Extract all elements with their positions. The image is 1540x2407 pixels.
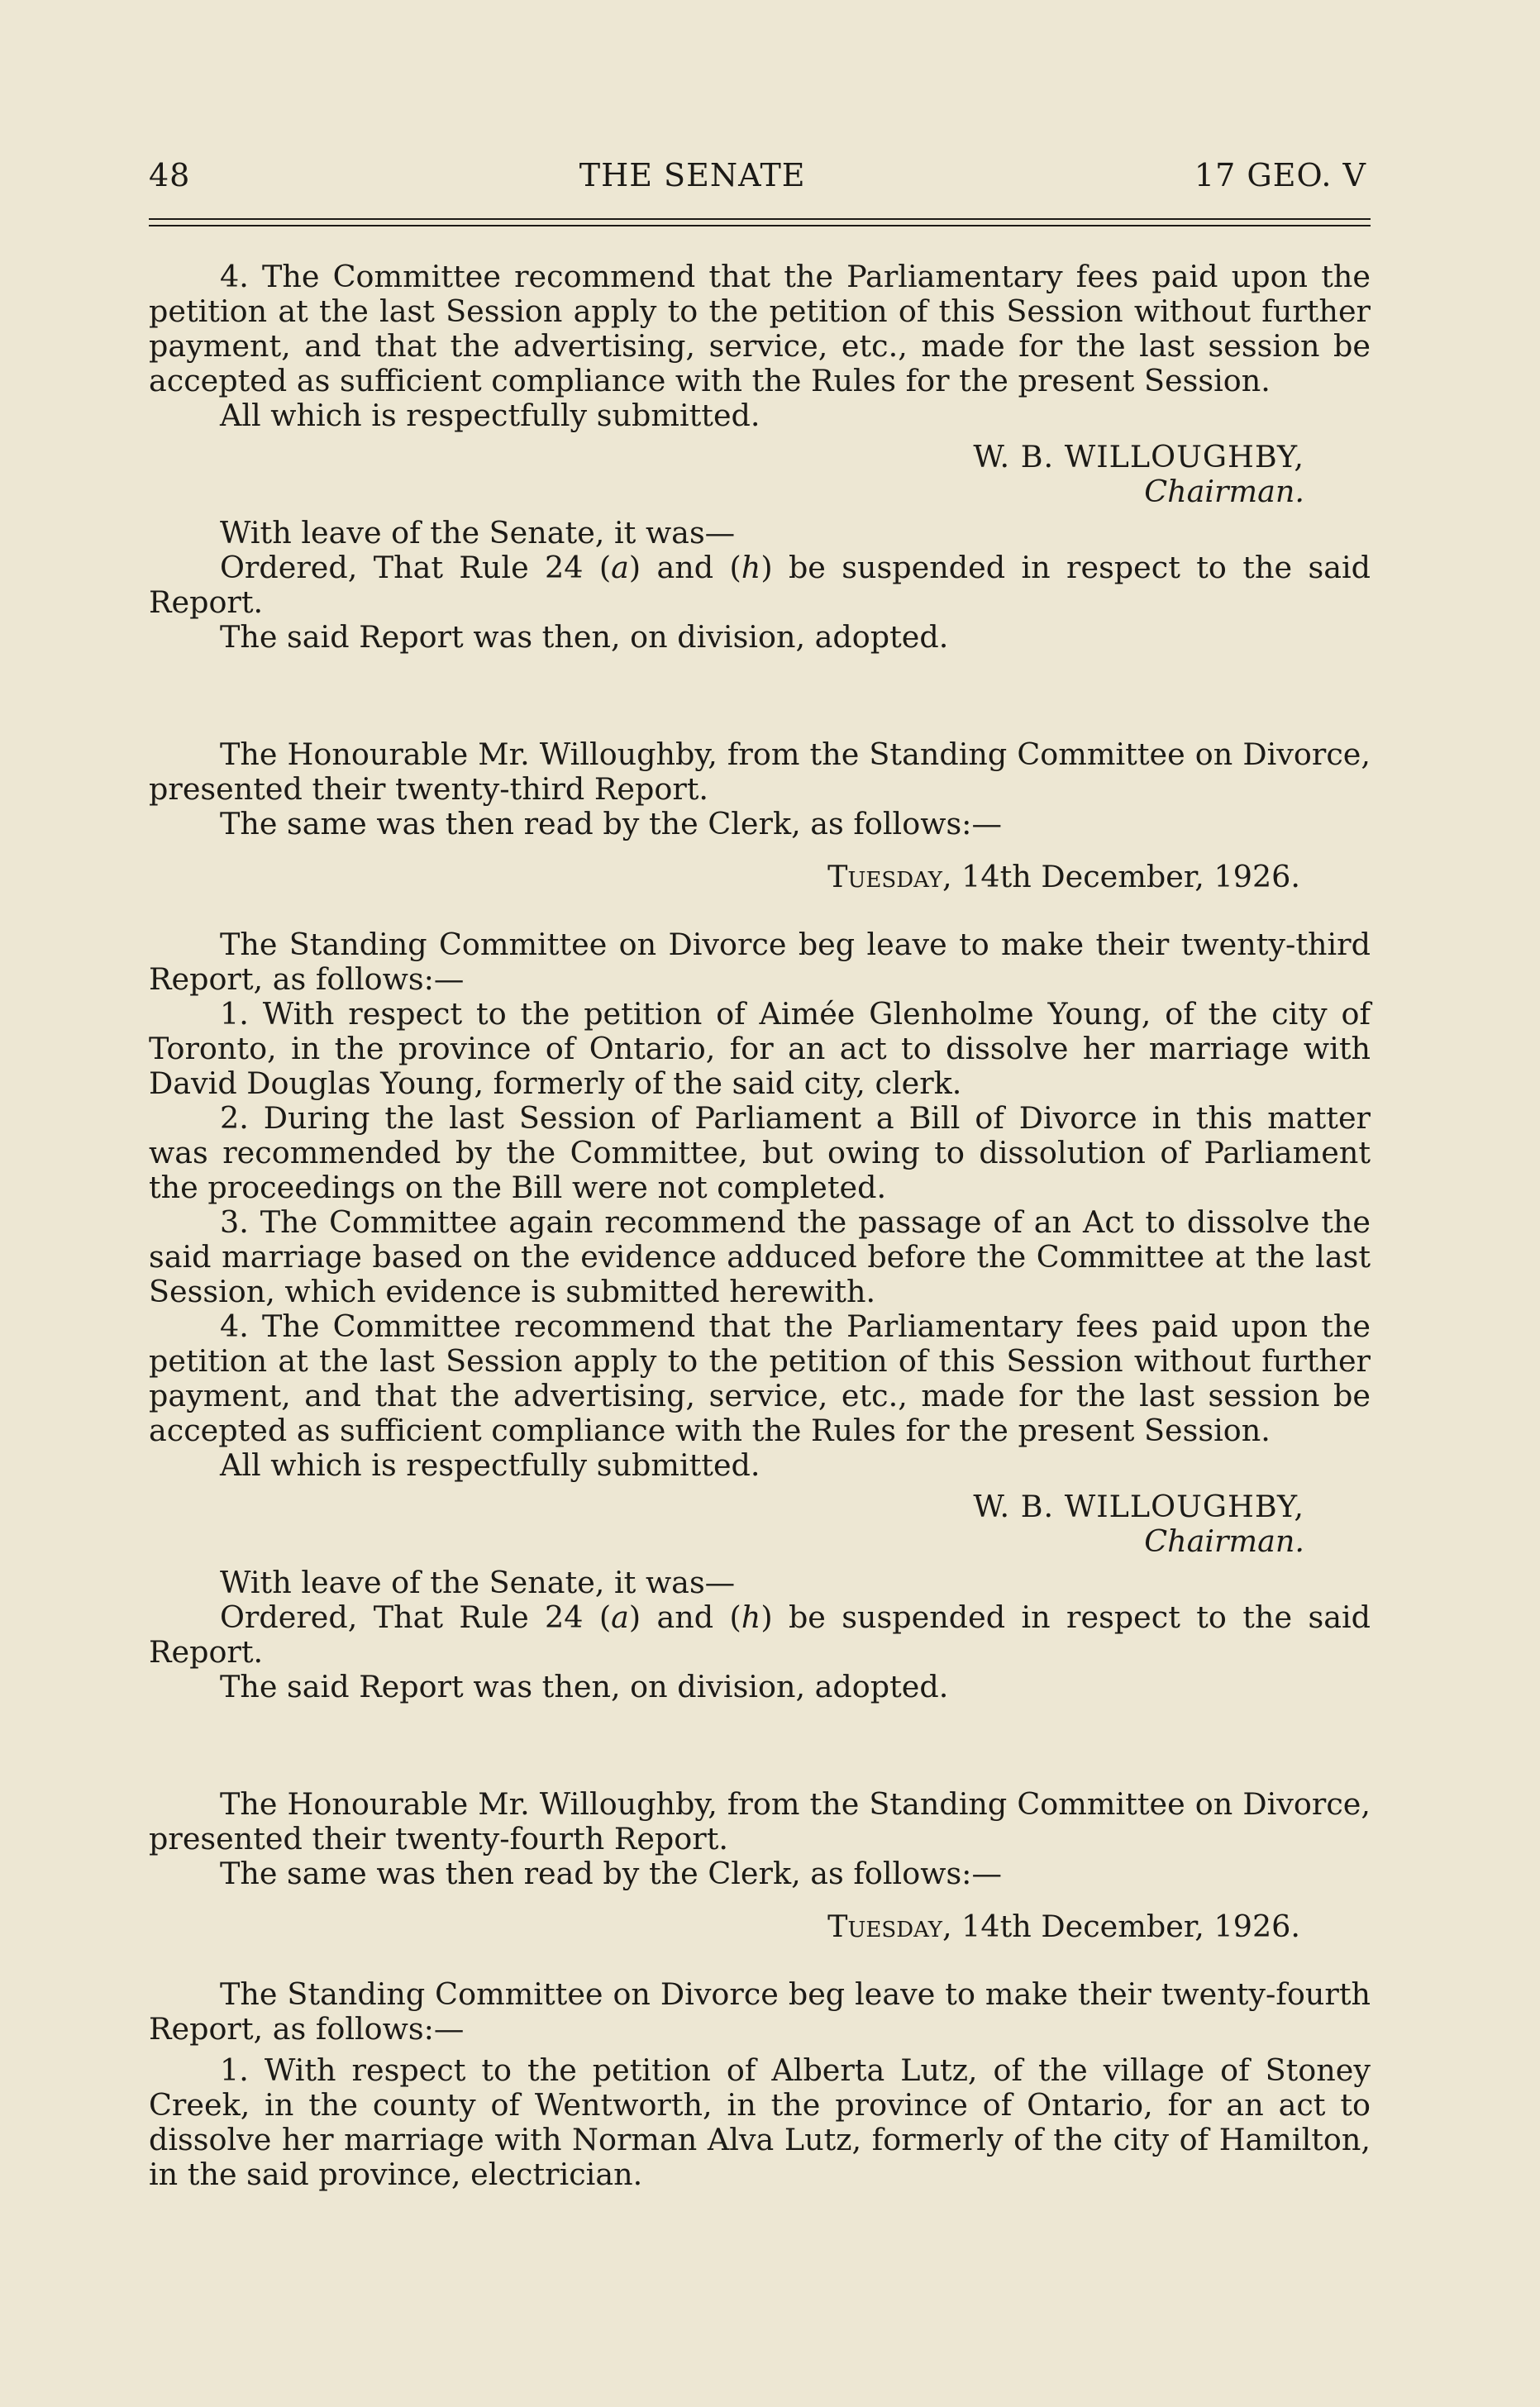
report-date: Tuesday, 14th December, 1926. [827,1909,1300,1944]
paragraph-4-top: 4. The Committee recommend that the Parliamentary fees paid upon the petition at the last Session apply to the petition of this Session without further payment, and that the advertising, service, etc., made for the last session be accepted as sufficient compliance with the Rules for the present Session. [149,259,1371,398]
submitted-line-top: All which is respectfully submitted. [220,398,760,433]
report-item-3: 3. The Committee again recommend the passage of an Act to dissolve the said marriage based on the evidence adduced before the Committee at the last Session, which evidence is submitted herewith. [149,1204,1371,1309]
report-intro: The Honourable Mr. Willoughby, from the Standing Committee on Divorce, presented their twenty-fourth Report. [149,1786,1371,1856]
chairman-title: Chairman. [1144,1523,1304,1559]
running-header [149,157,1371,193]
report-intro: The Honourable Mr. Willoughby, from the Standing Committee on Divorce, presented their twenty-third Report. [149,736,1371,807]
header-double-rule [149,218,1371,226]
ordered-line: Ordered, That Rule 24 (a) and (h) be suspended in respect to the said Report. [149,1599,1371,1670]
page-number: 48 [149,157,191,193]
report-beg-leave: The Standing Committee on Divorce beg leave to make their twenty-third Report, as follows:— [149,927,1371,997]
signature-top: W. B. WILLOUGHBY, [973,439,1304,474]
report-item-4: 4. The Committee recommend that the Parliamentary fees paid upon the petition at the last Session apply to the petition of this Session without further payment, and that the advertising, service, etc., made for the last session be accepted as sufficient compliance with the Rules for the present Session. [149,1308,1371,1448]
report-item-2: 2. During the last Session of Parliament a Bill of Divorce in this matter was recommended by the Committee, but owing to dissolution of Parliament the proceedings on the Bill were not completed. [149,1100,1371,1205]
report-item-1: 1. With respect to the petition of Alberta Lutz, of the village of Stoney Creek, in the county of Wentworth, in the province of Ontario, for an act to dissolve her marriage with Norman Alva Lutz, formerly of the city of Hamilton, in the said province, electrician. [149,2052,1371,2192]
report-item-1: 1. With respect to the petition of Aimée Glenholme Young, of the city of Toronto, in the province of Ontario, for an act to dissolve her marriage with David Douglas Young, formerly of the said city, clerk. [149,996,1371,1101]
report-twenty-third [149,737,1371,1704]
report-twenty-fourth [149,1787,1371,2192]
submitted-line: All which is respectfully submitted. [220,1447,760,1483]
chairman-title-top: Chairman. [1144,474,1304,509]
page-title: THE SENATE [579,157,806,193]
read-line: The same was then read by the Clerk, as follows:— [220,806,1002,841]
regnal-year: 17 GEO. V [1194,157,1366,193]
ordered-line-top: Ordered, That Rule 24 (a) and (h) be suspended in respect to the said Report. [149,550,1371,620]
page-body [149,260,1371,2192]
adopted-line-top: The said Report was then, on division, adopted. [220,619,949,655]
report-date: Tuesday, 14th December, 1926. [827,859,1300,894]
signature: W. B. WILLOUGHBY, [973,1489,1304,1524]
read-line: The same was then read by the Clerk, as follows:— [220,1856,1002,1891]
report-beg-leave: The Standing Committee on Divorce beg leave to make their twenty-fourth Report, as follows:— [149,1976,1371,2047]
adopted-line: The said Report was then, on division, adopted. [220,1669,949,1704]
leave-line: With leave of the Senate, it was— [220,1565,736,1600]
leave-line-top: With leave of the Senate, it was— [220,515,736,551]
